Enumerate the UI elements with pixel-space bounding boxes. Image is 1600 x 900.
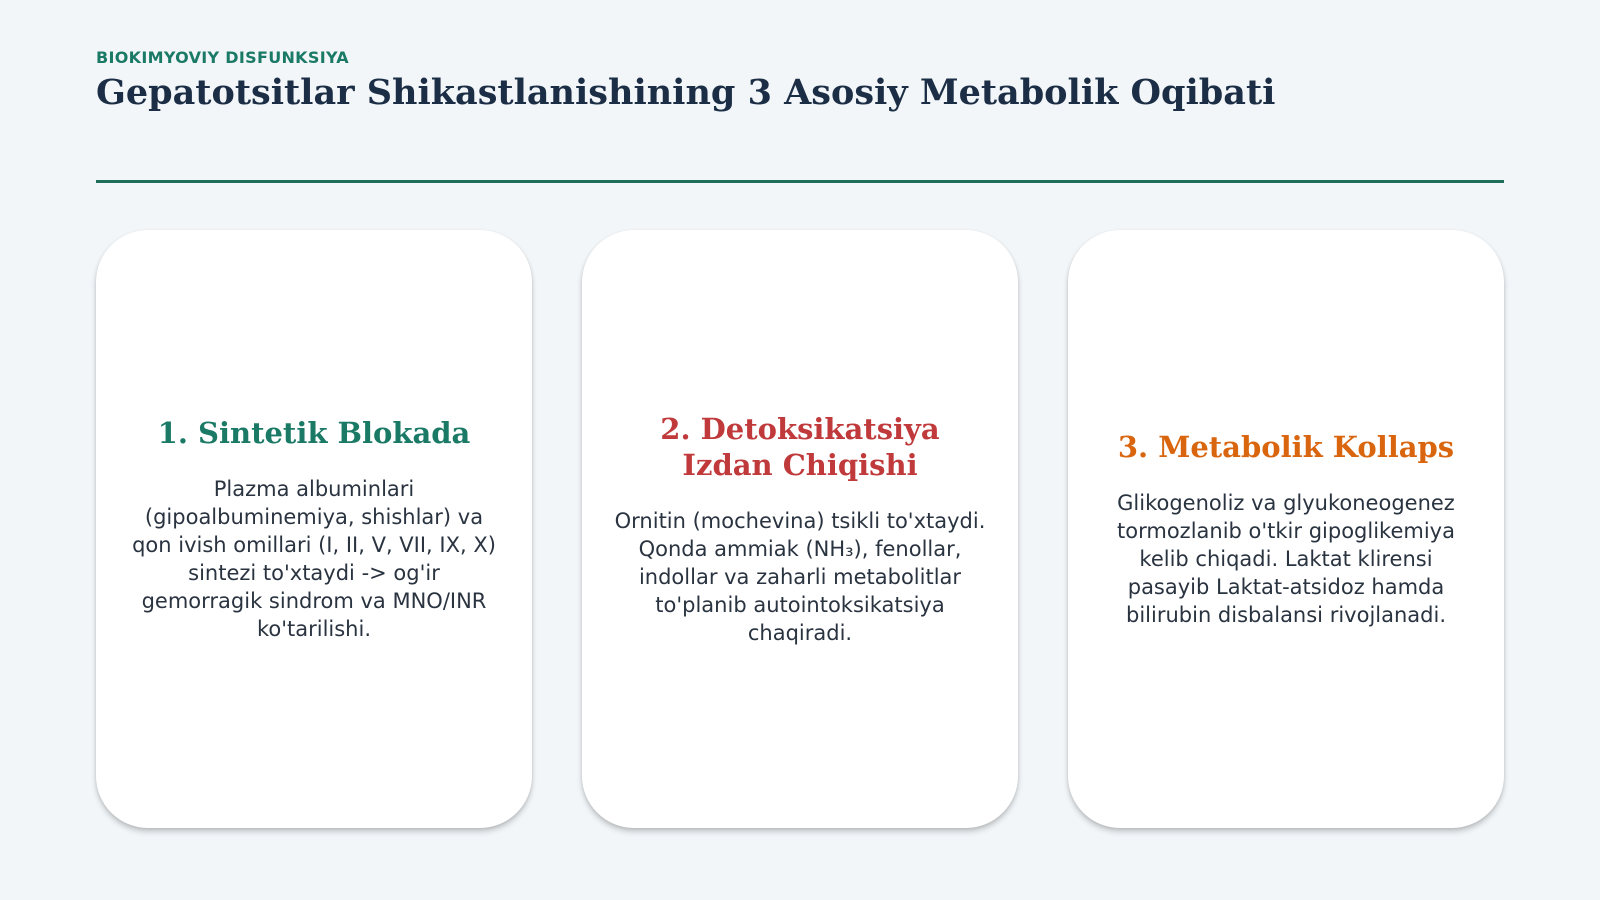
card-body: Glikogenoliz va glyukoneogenez tormozlanib o'tkir gipoglikemiya kelib chiqadi. Laktat klirensi pasayib Laktat-atsidoz hamda bilirubin disbalansi rivojlanadi. [1117,491,1455,627]
card-title: 1. Sintetik Blokada [157,416,471,450]
card-detox-failure [582,230,1018,828]
card-body: Plazma albuminlari (gipoalbuminemiya, shishlar) va qon ivish omillari (I, II, V, VII, IX, X) sintezi to'xtaydi -> og'ir gemorragik sindrom va MNO/INR ko'tarilishi. [132,477,496,641]
section-kicker: BIOKIMYOVIY DISFUNKSIYA [96,48,349,67]
page-title: Gepatotsitlar Shikastlanishining 3 Asosiy Metabolik Oqibati [96,72,1276,113]
title-divider [96,180,1504,183]
card-metabolic-collapse [1068,230,1504,828]
card-body: Ornitin (mochevina) tsikli to'xtaydi. Qonda ammiak (NH₃), fenollar, indollar va zaharli metabolitlar to'planib autointoksikatsiya chaqiradi. [614,509,986,645]
card-title: 3. Metabolik Kollaps [1117,430,1455,464]
card-title: 2. Detoksikatsiya Izdan Chiqishi [660,412,940,482]
card-synthetic-blockade [96,230,532,828]
cards-row [96,230,1504,830]
